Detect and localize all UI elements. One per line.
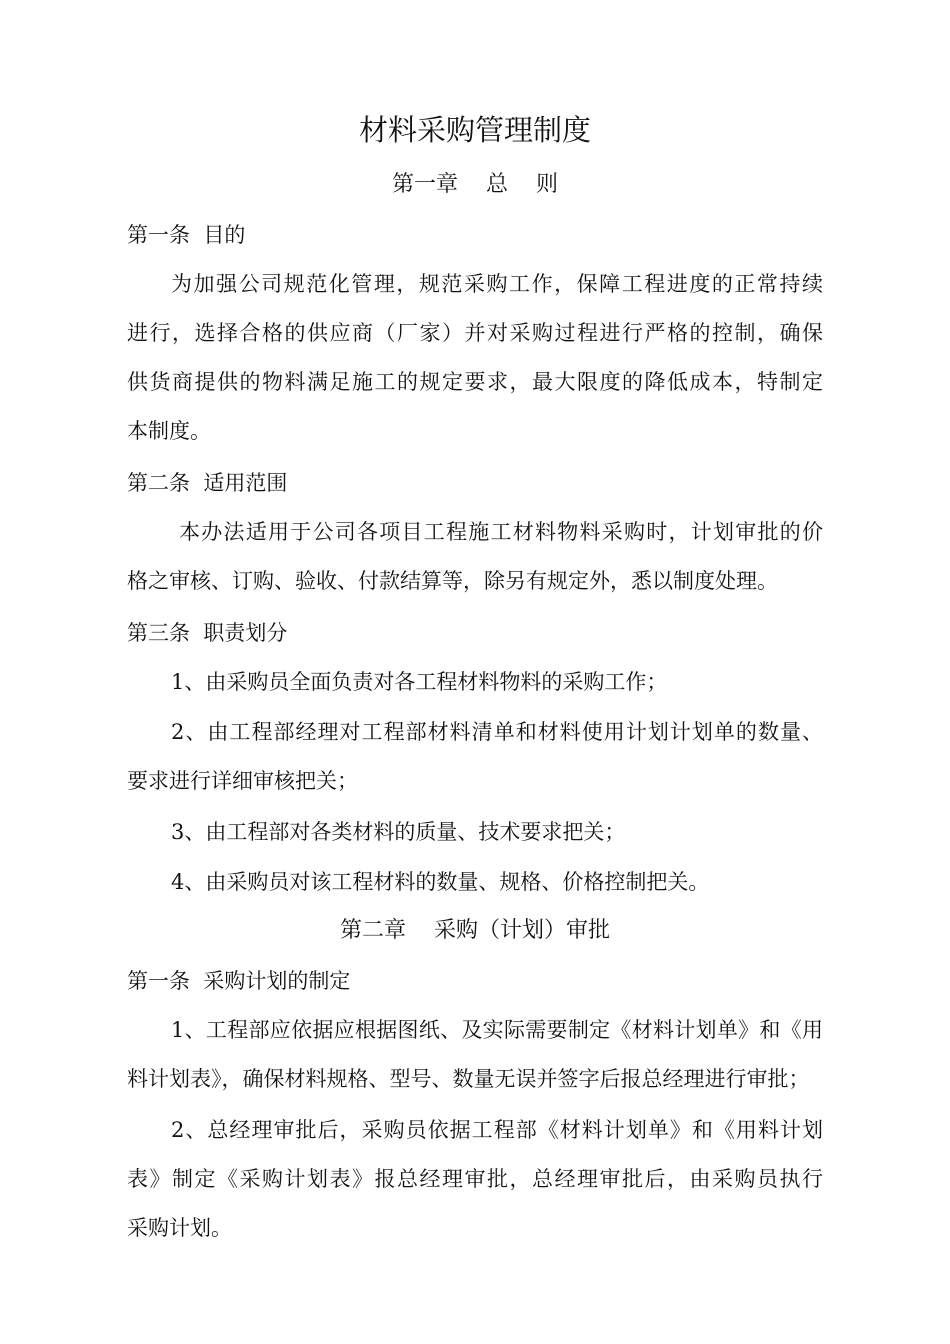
list-item-line: 2、总经理审批后，采购员依据工程部《材料计划单》和《用料计划 (171, 1118, 823, 1142)
chapter-2-article-1-item-2 (127, 1106, 823, 1253)
list-item-line: 2、由工程部经理对工程部材料清单和材料使用计划计划单的数量、 (171, 720, 823, 744)
list-item-line: 采购计划。 (127, 1216, 232, 1240)
chapter-2-article-1-heading: 第一条 采购计划的制定 (127, 969, 351, 993)
paragraph-line: 进行，选择合格的供应商（厂家）并对采购过程进行严格的控制，确保 (127, 321, 823, 345)
list-item-line: 4、由采购员对该工程材料的数量、规格、价格控制把关。 (171, 870, 710, 894)
paragraph-line: 供货商提供的物料满足施工的规定要求，最大限度的降低成本，特制定 (127, 370, 823, 394)
chapter-2-article-1-item-1 (127, 1006, 823, 1104)
chapter-1-article-3-item-2 (127, 708, 823, 806)
chapter-1-article-3-item-4 (127, 858, 823, 907)
paragraph-line: 为加强公司规范化管理，规范采购工作，保障工程进度的正常持续 (171, 272, 823, 296)
chapter-1-article-3-item-1 (127, 658, 823, 707)
list-item-line: 1、由采购员全面负责对各工程材料物料的采购工作； (171, 670, 668, 694)
chapter-1-article-3-heading: 第三条 职责划分 (127, 621, 288, 645)
paragraph-line: 本制度。 (127, 419, 211, 443)
list-item-line: 要求进行详细审核把关； (127, 769, 358, 793)
list-item-line: 表》制定《采购计划表》报总经理审批，总经理审批后，由采购员执行 (127, 1167, 823, 1191)
chapter-2-heading: 第二章 采购（计划）审批 (340, 918, 610, 943)
list-item-line: 3、由工程部对各类材料的质量、技术要求把关； (171, 820, 626, 844)
chapter-1-article-1-heading: 第一条 目的 (127, 223, 246, 247)
list-item-line: 料计划表》，确保材料规格、型号、数量无误并签字后报总经理进行审批； (127, 1067, 810, 1091)
chapter-1-article-1-paragraph (127, 260, 823, 456)
chapter-1-article-3-item-3 (127, 808, 823, 857)
chapter-1-article-2-heading: 第二条 适用范围 (127, 471, 288, 495)
document-title: 材料采购管理制度 (358, 113, 591, 147)
list-item-line: 1、工程部应依据应根据图纸、及实际需要制定《材料计划单》和《用 (171, 1018, 823, 1042)
chapter-1-article-2-paragraph (127, 508, 823, 606)
chapter-1-heading: 第一章 总 则 (392, 172, 558, 197)
paragraph-line: 本办法适用于公司各项目工程施工材料物料采购时，计划审批的价 (179, 520, 823, 544)
paragraph-line: 格之审核、订购、验收、付款结算等，除另有规定外，悉以制度处理。 (127, 569, 778, 593)
